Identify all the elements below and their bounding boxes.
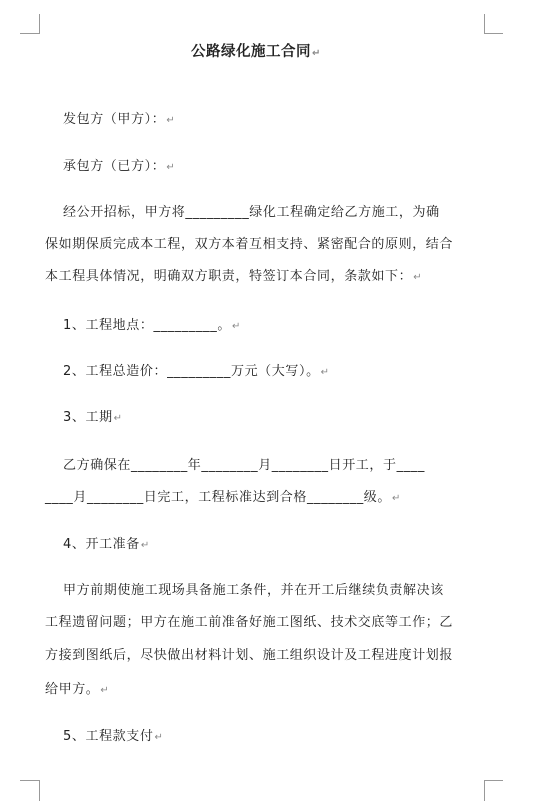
party-b-line: 承包方（已方）：↵ [63, 159, 176, 174]
body-text-line: 保如期保质完成本工程，双方本着互相支持、紧密配合的原则，结合 [45, 237, 454, 252]
page-corner-bottom-left [20, 780, 40, 801]
paragraph-mark-icon: ↵ [392, 493, 401, 504]
clause-3-heading: 3、工期↵ [63, 410, 123, 425]
paragraph-mark-icon: ↵ [320, 367, 330, 378]
paragraph-mark-icon: ↵ [413, 272, 423, 283]
paragraph-mark-icon: ↵ [140, 540, 150, 551]
body-text-line: 方接到图纸后，尽快做出材料计划、施工组织设计及工程进度计划报 [45, 648, 454, 663]
paragraph-mark-icon: ↵ [154, 732, 164, 743]
document-title: 公路绿化施工合同↵ [191, 44, 321, 60]
paragraph-mark-icon: ↵ [100, 685, 110, 696]
page-corner-top-right [484, 14, 503, 34]
body-text-line: 经公开招标，甲方将_________绿化工程确定给乙方施工，为确 [63, 205, 440, 220]
page-corner-bottom-right [484, 780, 503, 801]
paragraph-mark-icon: ↵ [166, 115, 176, 126]
clause-2-line: 2、工程总造价：_________万元（大写）。↵ [63, 364, 330, 379]
clause-5-heading: 5、工程款支付↵ [63, 729, 164, 744]
clause-4-heading: 4、开工准备↵ [63, 537, 150, 552]
page-corner-top-left [20, 14, 40, 34]
paragraph-mark-icon: ↵ [231, 321, 241, 332]
paragraph-mark-icon: ↵ [312, 48, 321, 59]
paragraph-mark-icon: ↵ [166, 162, 176, 173]
body-text-line: 甲方前期使施工现场具备施工条件，并在开工后继续负责解决该 [63, 583, 444, 598]
body-text-line: 工程遗留问题；甲方在施工前准备好施工图纸、技术交底等工作；乙 [45, 615, 454, 630]
clause-1-line: 1、工程地点：_________。↵ [63, 318, 241, 333]
body-text-line: ____月________日完工，工程标准达到合格________级。↵ [45, 490, 401, 505]
body-text-line: 乙方确保在________年________月________日开工，于____ [63, 458, 425, 473]
body-text-line: 本工程具体情况，明确双方职责，特签订本合同，条款如下：↵ [45, 269, 423, 284]
paragraph-mark-icon: ↵ [113, 413, 123, 424]
body-text-line: 给甲方。↵ [45, 682, 110, 697]
party-a-line: 发包方（甲方）：↵ [63, 112, 176, 127]
